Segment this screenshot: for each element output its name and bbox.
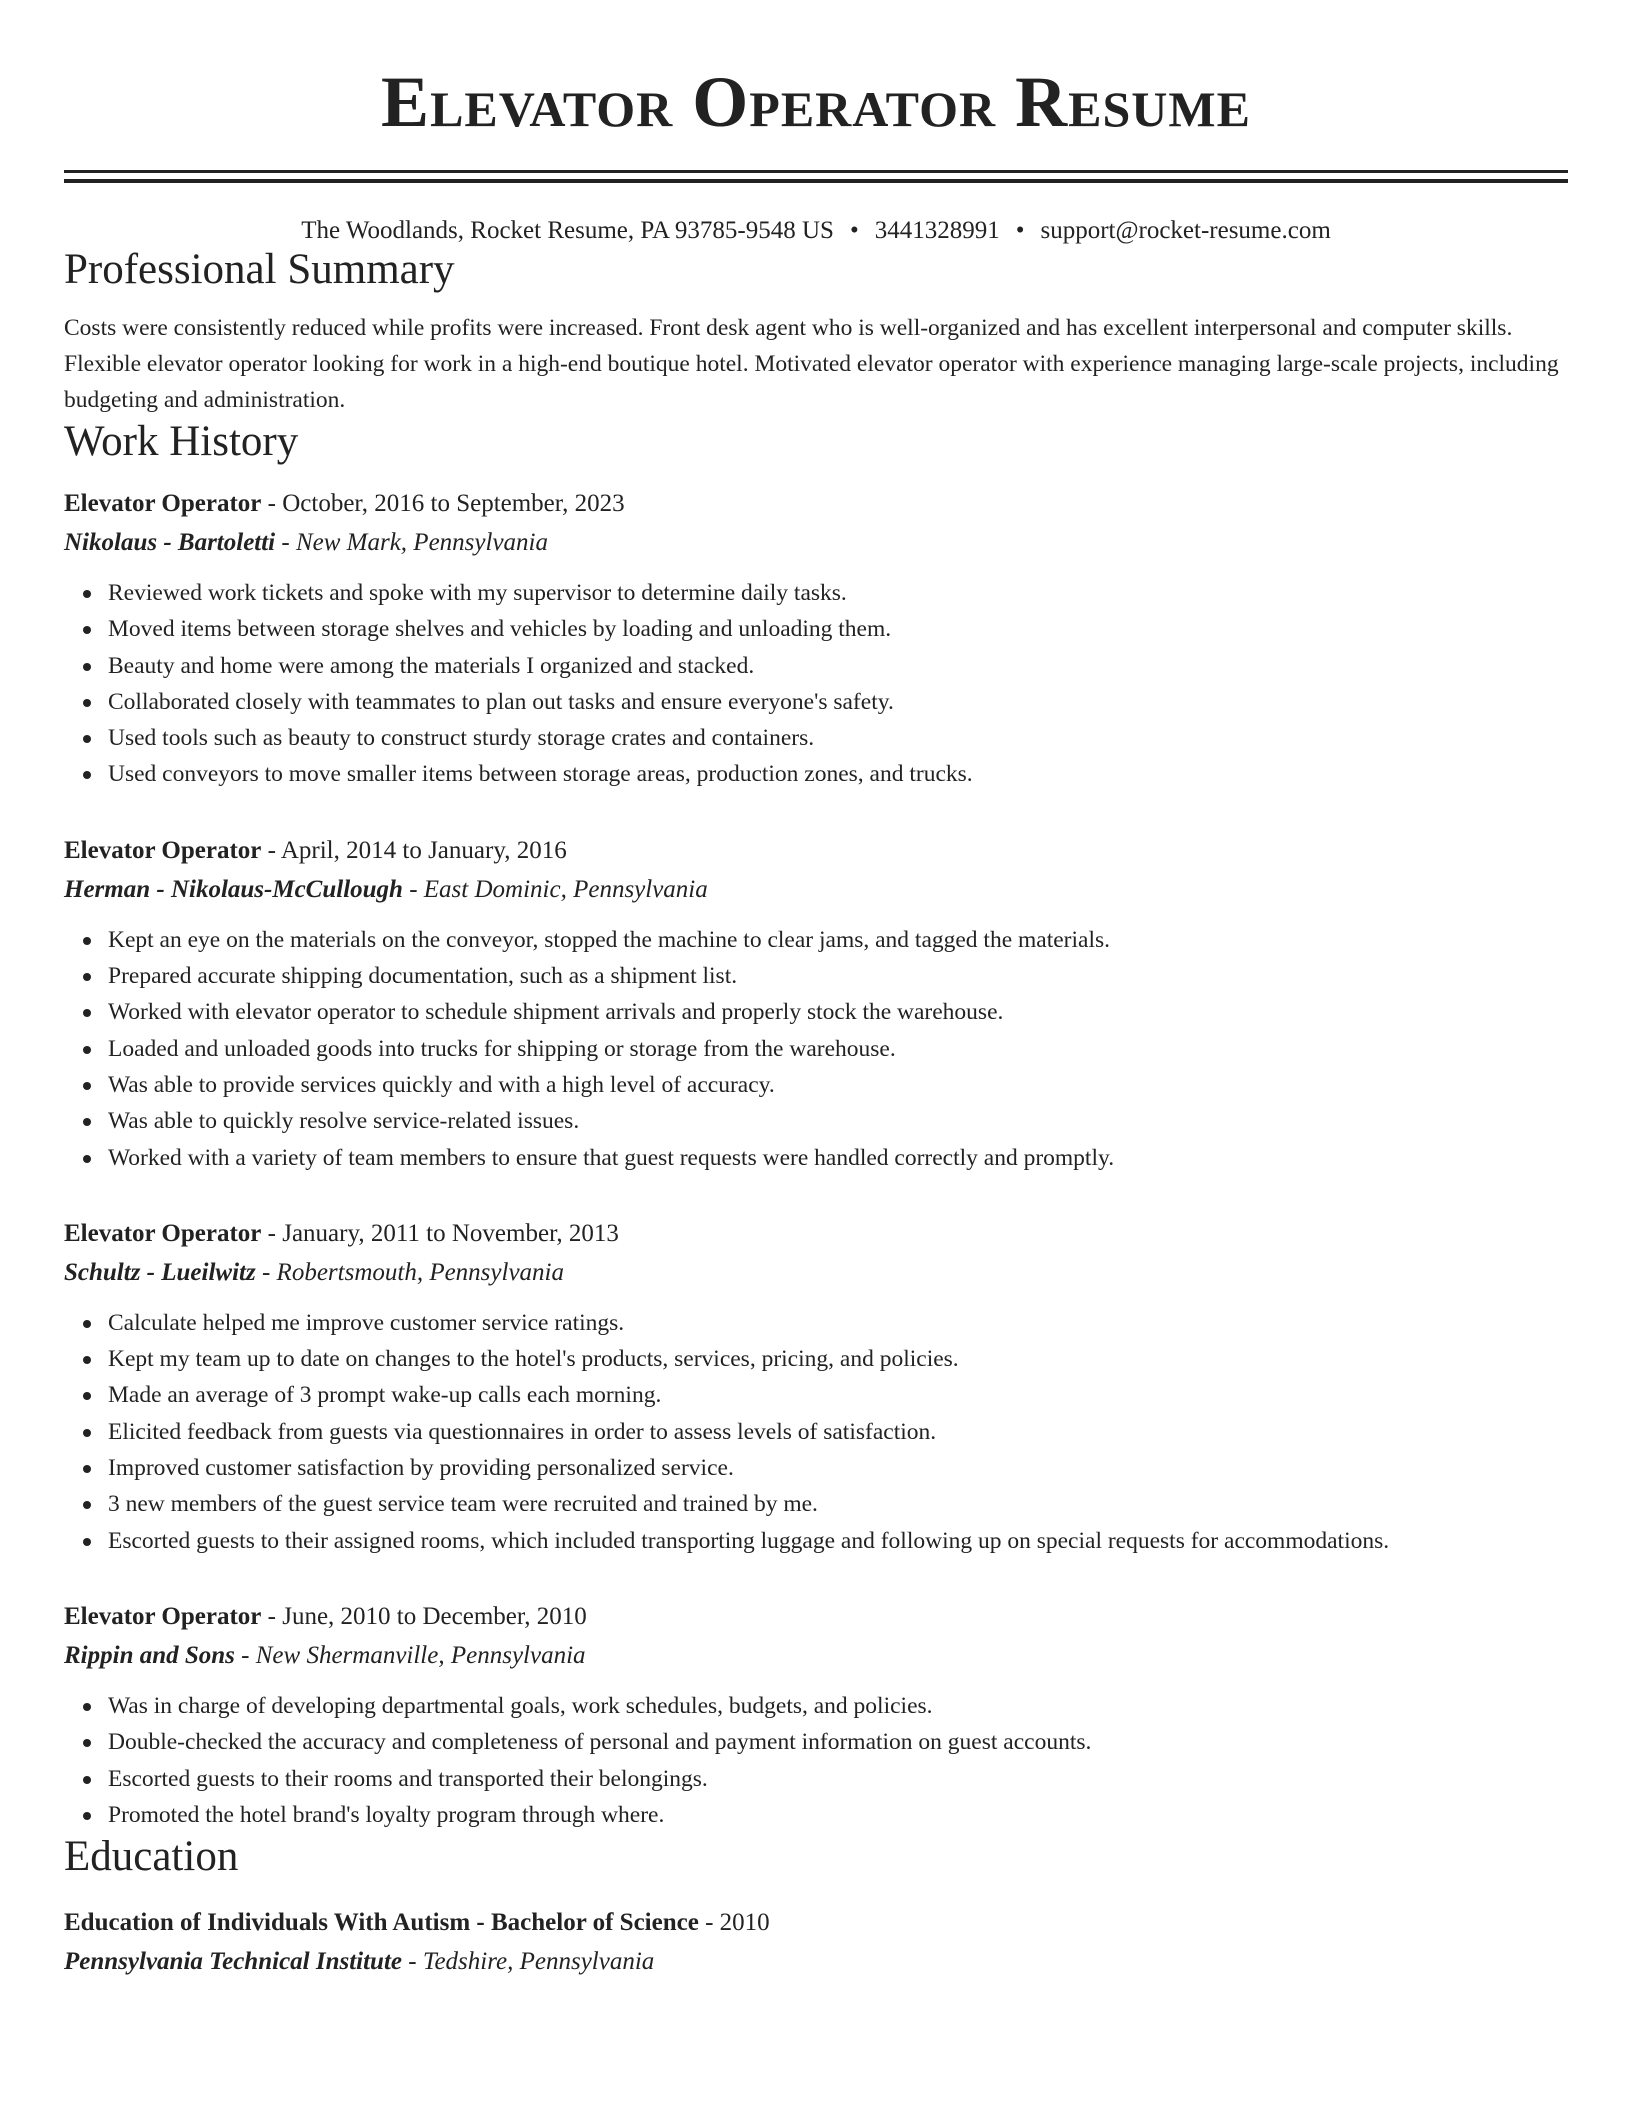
duty-item: Improved customer satisfaction by providing personalized service. bbox=[108, 1450, 1568, 1486]
job-dates: - April, 2014 to January, 2016 bbox=[261, 836, 567, 864]
job-company-line bbox=[64, 1636, 1568, 1676]
job-company-line bbox=[64, 870, 1568, 910]
resume-title: Elevator Operator Resume bbox=[381, 62, 1251, 142]
job-title-line bbox=[64, 1214, 1568, 1253]
job-duties bbox=[64, 1305, 1568, 1559]
duty-item: Was able to quickly resolve service-related issues. bbox=[108, 1103, 1568, 1139]
duty-item: Kept my team up to date on changes to the hotel's products, services, pricing, and policies. bbox=[108, 1341, 1568, 1377]
job-location: - East Dominic, Pennsylvania bbox=[402, 875, 708, 903]
job-title: Elevator Operator bbox=[64, 836, 262, 864]
duty-item: Made an average of 3 prompt wake-up calls each morning. bbox=[108, 1377, 1568, 1413]
job-duties bbox=[64, 575, 1568, 793]
degree: Education of Individuals With Autism - Bachelor of Science bbox=[64, 1909, 699, 1937]
job-title: Elevator Operator bbox=[64, 1602, 262, 1630]
job-title: Elevator Operator bbox=[64, 490, 262, 517]
summary-heading: Professional Summary bbox=[64, 246, 455, 293]
duty-item: Beauty and home were among the materials I organized and stacked. bbox=[108, 648, 1568, 684]
duty-item: Moved items between storage shelves and vehicles by loading and unloading them. bbox=[108, 611, 1568, 647]
job-dates: - October, 2016 to September, 2023 bbox=[261, 490, 625, 517]
summary-text: Costs were consistently reduced while profits were increased. Front desk agent who is well-organized and has excellent interpersonal and computer skills. Flexible elevator operator looking for work in a high-end boutique hotel. Motivated elevator operator with experience managing large-scale projects, including budgeting and administration. bbox=[64, 315, 1559, 413]
job-duties bbox=[64, 922, 1568, 1176]
contact-separator: • bbox=[849, 217, 859, 244]
job-entry bbox=[64, 1597, 1568, 1833]
job-company: Schultz - Lueilwitz bbox=[64, 1258, 256, 1286]
education-entry bbox=[64, 1903, 1568, 1982]
job-duties bbox=[64, 1688, 1568, 1833]
job-dates: - January, 2011 to November, 2013 bbox=[261, 1219, 619, 1247]
graduation-year: - 2010 bbox=[698, 1909, 770, 1937]
duty-item: Collaborated closely with teammates to plan out tasks and ensure everyone's safety. bbox=[108, 684, 1568, 720]
duty-item: Reviewed work tickets and spoke with my supervisor to determine daily tasks. bbox=[108, 575, 1568, 611]
duty-item: 3 new members of the guest service team were recruited and trained by me. bbox=[108, 1486, 1568, 1522]
contact-line bbox=[64, 216, 1568, 246]
job-company: Rippin and Sons bbox=[64, 1641, 235, 1669]
duty-item: Loaded and unloaded goods into trucks for shipping or storage from the warehouse. bbox=[108, 1031, 1568, 1067]
duty-item: Worked with a variety of team members to ensure that guest requests were handled correctly and promptly. bbox=[108, 1140, 1568, 1176]
duty-item: Promoted the hotel brand's loyalty program through where. bbox=[108, 1797, 1568, 1833]
job-dates: - June, 2010 to December, 2010 bbox=[261, 1602, 587, 1630]
duty-item: Elicited feedback from guests via questionnaires in order to assess levels of satisfaction. bbox=[108, 1414, 1568, 1450]
school: Pennsylvania Technical Institute bbox=[64, 1948, 403, 1976]
job-entry bbox=[64, 484, 1568, 793]
degree-line bbox=[64, 1903, 1568, 1942]
job-title: Elevator Operator bbox=[64, 1219, 262, 1247]
contact-address: The Woodlands, Rocket Resume, PA 93785-9548 US bbox=[301, 217, 834, 244]
duty-item: Double-checked the accuracy and completeness of personal and payment information on guest accounts. bbox=[108, 1724, 1568, 1760]
job-location: - New Mark, Pennsylvania bbox=[275, 529, 548, 556]
duty-item: Used tools such as beauty to construct sturdy storage crates and containers. bbox=[108, 720, 1568, 756]
job-company-line bbox=[64, 523, 1568, 563]
job-company-line bbox=[64, 1253, 1568, 1293]
duty-item: Was in charge of developing departmental goals, work schedules, budgets, and policies. bbox=[108, 1688, 1568, 1724]
education-heading: Education bbox=[64, 1833, 239, 1881]
job-title-line bbox=[64, 1597, 1568, 1636]
duty-item: Escorted guests to their assigned rooms, which included transporting luggage and following up on special requests for accommodations. bbox=[108, 1523, 1568, 1559]
school-location: - Tedshire, Pennsylvania bbox=[402, 1948, 655, 1976]
job-location: - Robertsmouth, Pennsylvania bbox=[255, 1258, 564, 1286]
duty-item: Escorted guests to their rooms and transported their belongings. bbox=[108, 1761, 1568, 1797]
job-title-line bbox=[64, 484, 1568, 523]
duty-item: Prepared accurate shipping documentation, such as a shipment list. bbox=[108, 958, 1568, 994]
duty-item: Kept an eye on the materials on the conveyor, stopped the machine to clear jams, and tagged the materials. bbox=[108, 922, 1568, 958]
job-company: Herman - Nikolaus-McCullough bbox=[64, 875, 403, 903]
duty-item: Calculate helped me improve customer service ratings. bbox=[108, 1305, 1568, 1341]
duty-item: Used conveyors to move smaller items between storage areas, production zones, and trucks. bbox=[108, 756, 1568, 792]
duty-item: Worked with elevator operator to schedule shipment arrivals and properly stock the warehouse. bbox=[108, 994, 1568, 1030]
work-history-heading: Work History bbox=[64, 418, 299, 465]
school-line bbox=[64, 1942, 1568, 1982]
job-title-line bbox=[64, 831, 1568, 870]
job-entry bbox=[64, 831, 1568, 1176]
job-company: Nikolaus - Bartoletti bbox=[64, 529, 276, 556]
contact-email: support@rocket-resume.com bbox=[1040, 217, 1331, 244]
title-divider-top bbox=[64, 170, 1568, 173]
contact-separator: • bbox=[1015, 217, 1025, 244]
contact-phone: 3441328991 bbox=[874, 217, 1000, 244]
title-divider-bottom bbox=[64, 179, 1568, 183]
duty-item: Was able to provide services quickly and with a high level of accuracy. bbox=[108, 1067, 1568, 1103]
job-entry bbox=[64, 1214, 1568, 1559]
job-location: - New Shermanville, Pennsylvania bbox=[234, 1641, 586, 1669]
